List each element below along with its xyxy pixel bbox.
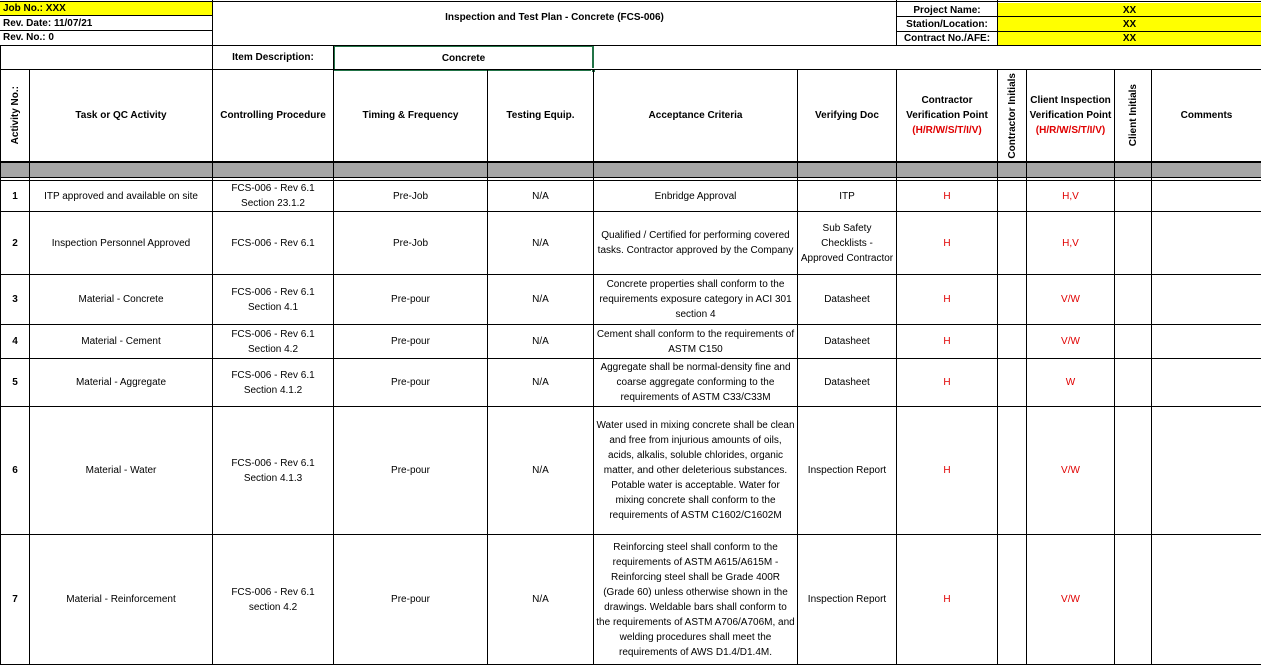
cell-verifying-doc[interactable]: ITP (798, 181, 897, 212)
cell-timing[interactable]: Pre-pour (334, 359, 488, 407)
item-description-value[interactable]: Concrete (333, 45, 594, 71)
cell-client-point[interactable]: H,V (1027, 181, 1115, 212)
cell-verifying-doc[interactable]: Sub Safety Checklists - Approved Contractor (798, 212, 897, 275)
cell-contractor-initials[interactable] (998, 535, 1027, 665)
cell-procedure[interactable]: FCS-006 - Rev 6.1 Section 4.2 (213, 325, 334, 359)
col-equipment: Testing Equip. (488, 70, 594, 163)
cell-comments[interactable] (1152, 325, 1261, 359)
cell-procedure[interactable]: FCS-006 - Rev 6.1 section 4.2 (213, 535, 334, 665)
cell-task[interactable]: Material - Aggregate (30, 359, 213, 407)
cell-client-point[interactable]: V/W (1027, 407, 1115, 535)
column-header-row (1, 70, 1261, 163)
cell-task[interactable]: Material - Cement (30, 325, 213, 359)
table-row (1, 535, 1261, 665)
col-acceptance: Acceptance Criteria (594, 70, 798, 163)
cell-comments[interactable] (1152, 212, 1261, 275)
rev-no-cell (0, 31, 212, 45)
page-title: Inspection and Test Plan - Concrete (FCS-006) (213, 2, 896, 32)
cell-comments[interactable] (1152, 181, 1261, 212)
cell-task[interactable]: ITP approved and available on site (30, 181, 213, 212)
col-client-initials: Client Initials (1115, 70, 1152, 163)
cell-timing[interactable]: Pre-pour (334, 407, 488, 535)
job-no: Job No.: XXX (3, 3, 66, 14)
cell-client-point[interactable]: W (1027, 359, 1115, 407)
cell-activity-no[interactable]: 4 (1, 325, 30, 359)
cell-acceptance[interactable]: Water used in mixing concrete shall be clean and free from injurious amounts of oils, acids, alkalis, soluble chlorides, organic matter, and other deleterious substances. Potable water is acceptable. Water for mixing concrete shall conform to the requirements of ASTM C1602/C1602M (594, 407, 798, 535)
col-procedure: Controlling Procedure (213, 70, 334, 163)
cell-contractor-point[interactable]: H (897, 212, 998, 275)
table-row (1, 359, 1261, 407)
cell-activity-no[interactable]: 5 (1, 359, 30, 407)
cell-client-initials[interactable] (1115, 325, 1152, 359)
cell-contractor-point[interactable]: H (897, 181, 998, 212)
cell-contractor-initials[interactable] (998, 359, 1027, 407)
cell-timing[interactable]: Pre-pour (334, 535, 488, 665)
cell-timing[interactable]: Pre-pour (334, 275, 488, 325)
cell-client-initials[interactable] (1115, 407, 1152, 535)
project-name-value[interactable]: XX (998, 3, 1261, 17)
cell-activity-no[interactable]: 1 (1, 181, 30, 212)
cell-procedure[interactable]: FCS-006 - Rev 6.1 Section 4.1.3 (213, 407, 334, 535)
cell-equipment[interactable]: N/A (488, 275, 594, 325)
cell-timing[interactable]: Pre-Job (334, 212, 488, 275)
cell-contractor-point[interactable]: H (897, 407, 998, 535)
cell-timing[interactable]: Pre-Job (334, 181, 488, 212)
cell-contractor-point[interactable]: H (897, 535, 998, 665)
cell-procedure[interactable]: FCS-006 - Rev 6.1 (213, 212, 334, 275)
cell-contractor-initials[interactable] (998, 275, 1027, 325)
cell-client-initials[interactable] (1115, 275, 1152, 325)
cell-activity-no[interactable]: 3 (1, 275, 30, 325)
cell-acceptance[interactable]: Cement shall conform to the requirements of ASTM C150 (594, 325, 798, 359)
cell-procedure[interactable]: FCS-006 - Rev 6.1 Section 4.1.2 (213, 359, 334, 407)
cell-activity-no[interactable]: 6 (1, 407, 30, 535)
cell-equipment[interactable]: N/A (488, 407, 594, 535)
cell-client-point[interactable]: V/W (1027, 535, 1115, 665)
table-row (1, 325, 1261, 359)
cell-acceptance[interactable]: Reinforcing steel shall conform to the requirements of ASTM A615/A615M - Reinforcing steel shall be Grade 400R (Grade 60) unless otherwise shown in the drawings. Weldable bars shall conform to the requirements of ASTM A706/A706M, and welding procedures shall meet the requirements of AWS D1.4/D1.4M. (594, 535, 798, 665)
contract-value[interactable]: XX (998, 31, 1261, 45)
cell-comments[interactable] (1152, 535, 1261, 665)
grey-band-row (1, 162, 1261, 178)
cell-client-point[interactable]: V/W (1027, 325, 1115, 359)
cell-client-initials[interactable] (1115, 181, 1152, 212)
cell-verifying-doc[interactable]: Datasheet (798, 359, 897, 407)
cell-task[interactable]: Inspection Personnel Approved (30, 212, 213, 275)
cell-contractor-point[interactable]: H (897, 359, 998, 407)
cell-comments[interactable] (1152, 407, 1261, 535)
cell-equipment[interactable]: N/A (488, 359, 594, 407)
cell-client-initials[interactable] (1115, 212, 1152, 275)
cell-contractor-point[interactable]: H (897, 275, 998, 325)
cell-contractor-initials[interactable] (998, 325, 1027, 359)
station-label: Station/Location: (897, 17, 997, 31)
cell-procedure[interactable]: FCS-006 - Rev 6.1 Section 4.1 (213, 275, 334, 325)
table-row (1, 212, 1261, 275)
cell-verifying-doc[interactable]: Datasheet (798, 325, 897, 359)
cell-client-initials[interactable] (1115, 359, 1152, 407)
rev-date: Rev. Date: 11/07/21 (3, 18, 92, 29)
col-verifying-doc: Verifying Doc (798, 70, 897, 163)
col-comments: Comments (1152, 70, 1261, 163)
client-point-codes: (H/R/W/S/T/I/V) (1029, 123, 1112, 138)
cell-procedure[interactable]: FCS-006 - Rev 6.1 Section 23.1.2 (213, 181, 334, 212)
station-value[interactable]: XX (998, 17, 1261, 31)
cell-equipment[interactable]: N/A (488, 325, 594, 359)
item-description-label: Item Description: (213, 46, 333, 69)
cell-equipment[interactable]: N/A (488, 535, 594, 665)
cell-contractor-point[interactable]: H (897, 325, 998, 359)
contract-label: Contract No./AFE: (897, 31, 997, 45)
cell-client-initials[interactable] (1115, 535, 1152, 665)
col-activity-no: Activity No.: (1, 70, 30, 163)
cell-acceptance[interactable]: Aggregate shall be normal-density fine and coarse aggregate conforming to the requirements of ASTM C33/C33M (594, 359, 798, 407)
table-row (1, 407, 1261, 535)
col-client-point: Client Inspection Verification Point (H/R/W/S/T/I/V) (1027, 70, 1115, 163)
cell-timing[interactable]: Pre-pour (334, 325, 488, 359)
cell-acceptance[interactable]: Concrete properties shall conform to the requirements exposure category in ACI 301 section 4 (594, 275, 798, 325)
col-timing: Timing & Frequency (334, 70, 488, 163)
table-row (1, 181, 1261, 212)
col-task: Task or QC Activity (30, 70, 213, 163)
cell-equipment[interactable]: N/A (488, 181, 594, 212)
cell-verifying-doc[interactable]: Inspection Report (798, 535, 897, 665)
itp-table (0, 69, 1261, 665)
cell-acceptance[interactable]: Enbridge Approval (594, 181, 798, 212)
cell-task[interactable]: Material - Water (30, 407, 213, 535)
cell-activity-no[interactable]: 7 (1, 535, 30, 665)
cell-acceptance[interactable]: Qualified / Certified for performing covered tasks. Contractor approved by the Company (594, 212, 798, 275)
table-row (1, 275, 1261, 325)
col-contractor-point: Contractor Verification Point (H/R/W/S/T/I/V) (897, 70, 998, 163)
cell-client-point[interactable]: H,V (1027, 212, 1115, 275)
cell-comments[interactable] (1152, 359, 1261, 407)
rev-no: Rev. No.: 0 (3, 32, 54, 43)
cell-comments[interactable] (1152, 275, 1261, 325)
cell-task[interactable]: Material - Concrete (30, 275, 213, 325)
cell-contractor-initials[interactable] (998, 212, 1027, 275)
cell-client-point[interactable]: V/W (1027, 275, 1115, 325)
cell-contractor-initials[interactable] (998, 181, 1027, 212)
cell-verifying-doc[interactable]: Datasheet (798, 275, 897, 325)
col-contractor-initials: Contractor Initials (998, 70, 1027, 163)
cell-contractor-initials[interactable] (998, 407, 1027, 535)
cell-task[interactable]: Material - Reinforcement (30, 535, 213, 665)
cell-activity-no[interactable]: 2 (1, 212, 30, 275)
cell-equipment[interactable]: N/A (488, 212, 594, 275)
project-name-label: Project Name: (897, 3, 997, 17)
contractor-point-codes: (H/R/W/S/T/I/V) (899, 123, 995, 138)
cell-verifying-doc[interactable]: Inspection Report (798, 407, 897, 535)
rev-date-cell (0, 16, 212, 31)
job-no-cell (0, 2, 212, 16)
